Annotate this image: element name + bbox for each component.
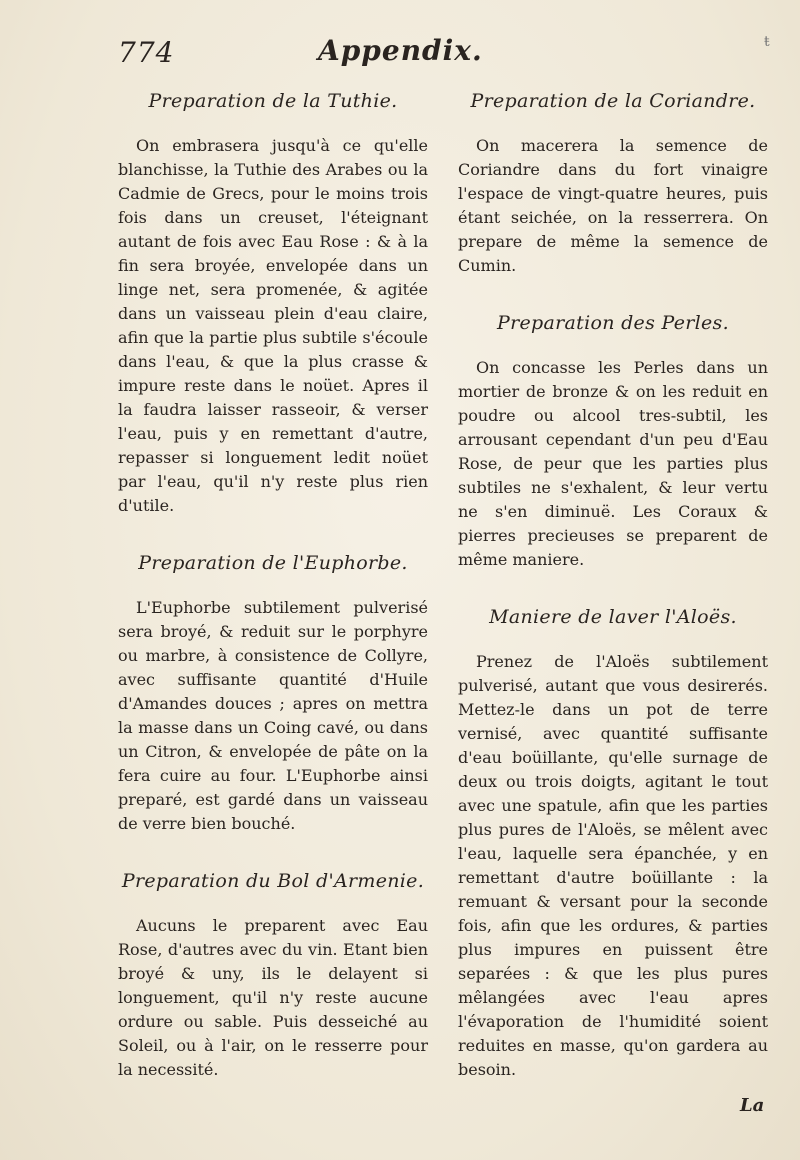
section-heading-perles: Preparation des Perles.: [497, 312, 729, 334]
section-heading-tuthie: Preparation de la Tuthie.: [148, 90, 398, 112]
right-column: [458, 90, 768, 1116]
left-column: [118, 90, 428, 1116]
section-heading-euphorbe: Preparation de l'Euphorbe.: [138, 552, 408, 574]
running-head: Appendix.: [318, 34, 483, 67]
section-heading-coriandre: Preparation de la Coriandre.: [470, 90, 756, 112]
page-number: 774: [118, 36, 175, 69]
section-text-euphorbe: L'Euphorbe subtilement pulverisé sera broyé, & reduit sur le porphyre ou marbre, à consistence de Collyre, avec suffisante quantité d'Huile d'Amandes douces ; apres on mettra la masse dans un Coing cavé, ou dans un Citron, & envelopée de pâte on la fera cuire au four. L'Euphorbe ainsi preparé, est gardé dans un vaisseau de verre bien bouché.: [118, 598, 428, 833]
section-text-bol-armenie: Aucuns le preparent avec Eau Rose, d'autres avec du vin. Etant bien broyé & uny, ils le delayent si longuement, qu'il n'y reste aucune ordure ou sable. Puis desseiché au Soleil, ou à l'air, on le resserre pour la necessité.: [118, 916, 428, 1079]
catchword: La: [740, 1095, 765, 1116]
section-text-aloes: Prenez de l'Aloës subtilement pulverisé, autant que vous desirerés. Mettez-le dans un pot de terre vernisé, avec quantité suffisante d'eau boüillante, qu'elle surnage de deux ou trois doigts, agitant le tout avec une spatule, afin que les parties plus pures de l'Aloës, se mêlent avec l'eau, laquelle sera épanchée, y en remettant d'autre boüillante : la remuant & versant pour la seconde fois, afin que les ordures, & parties plus impures en puissent être separées : & que les plus pures mêlangées avec l'eau apres l'évaporation de l'humidité soient reduites en masse, qu'on gardera au besoin.: [458, 652, 768, 1079]
section-text-coriandre: On macerera la semence de Coriandre dans du fort vinaigre l'espace de vingt-quatre heures, puis étant seichée, on la resserrera. On prepare de même la semence de Cumin.: [458, 136, 768, 275]
section-heading-aloes: Maniere de laver l'Aloës.: [489, 606, 737, 628]
corner-mark: ŧ: [764, 34, 770, 50]
section-text-perles: On concasse les Perles dans un mortier de bronze & on les reduit en poudre ou alcool tres-subtil, les arrousant cependant d'un peu d'Eau Rose, de peur que les parties plus subtiles ne s'exhalent, & leur vertu ne s'en diminuë. Les Coraux & pierres precieuses se preparent de même maniere.: [458, 358, 768, 569]
section-text-tuthie: On embrasera jusqu'à ce qu'elle blanchisse, la Tuthie des Arabes ou la Cadmie de Grecs, pour le moins trois fois dans un creuset, l'éteignant autant de fois avec Eau Rose : & à la fin sera broyée, envelopée dans un linge net, sera promenée, & agitée dans un vaisseau plein d'eau claire, afin que la partie plus subtile s'écoule dans l'eau, & que la plus crasse & impure reste dans le noüet. Apres il la faudra laisser rasseoir, & verser l'eau, puis y en remettant d'autre, repasser si longuement ledit noüet par l'eau, qu'il n'y reste plus rien d'utile.: [118, 136, 428, 515]
section-heading-bol-armenie: Preparation du Bol d'Armenie.: [121, 870, 425, 892]
